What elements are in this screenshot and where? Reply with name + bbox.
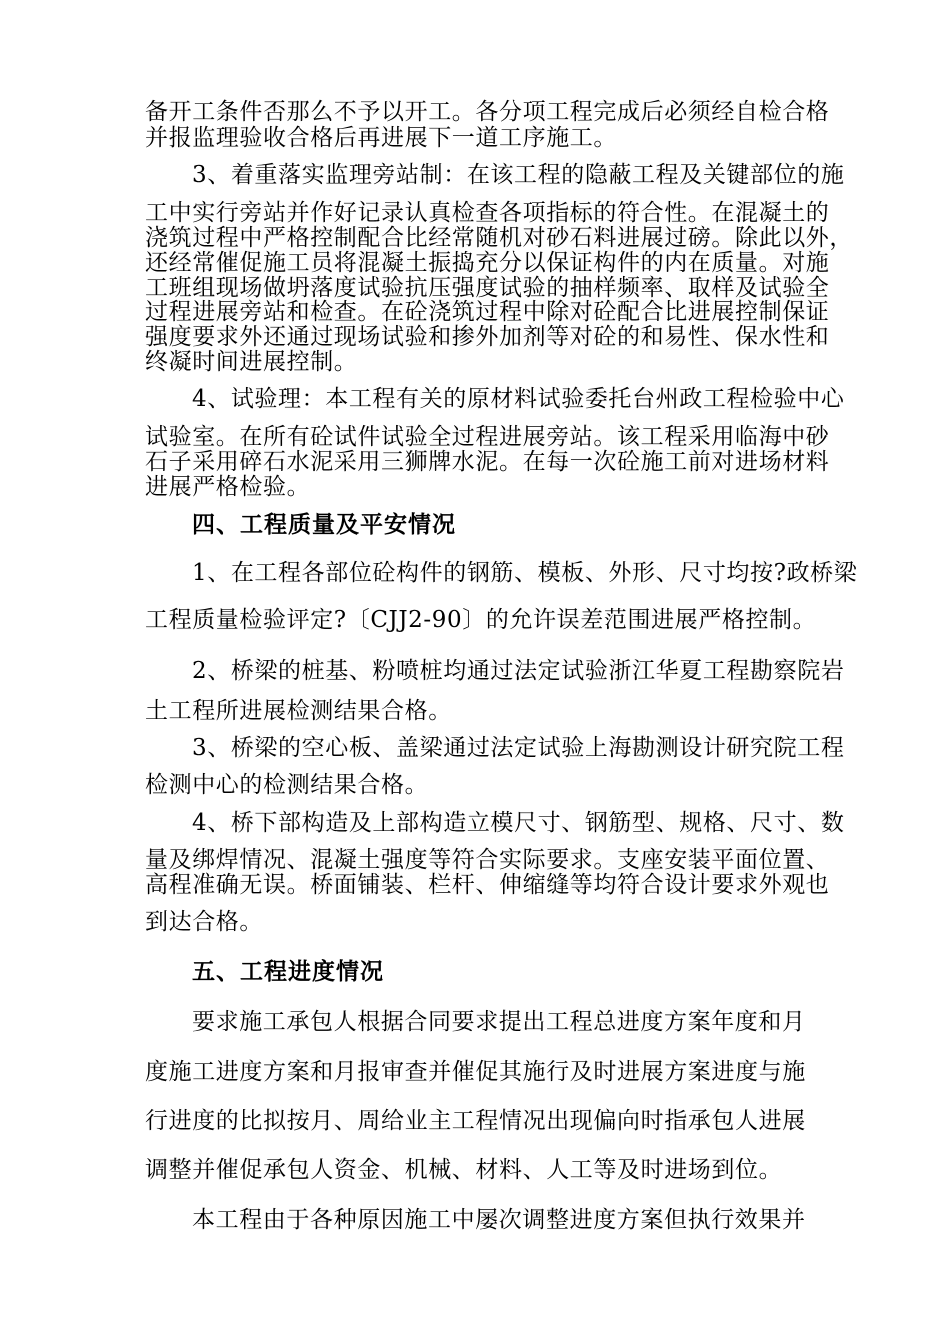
paragraph-line: 备开工条件否那么不予以开工。各分项工程完成后必须经自检合格 xyxy=(145,99,830,125)
paragraph-line: 4、桥下部构造及上部构造立模尺寸、钢筋型、规格、尺寸、数 xyxy=(192,810,845,836)
section-heading: 四、工程质量及平安情况 xyxy=(192,512,456,538)
paragraph-line: 度施工进度方案和月报审查并催促其施行及时进展方案进度与施 xyxy=(145,1059,806,1085)
paragraph-line: 3、桥梁的空心板、盖梁通过法定试验上海勘测设计研究院工程 xyxy=(192,735,845,761)
paragraph-line: 检测中心的检测结果合格。 xyxy=(145,772,429,798)
paragraph-line: 过程进展旁站和检查。在砼浇筑过程中除对砼配合比进展控制保证 xyxy=(145,299,830,325)
paragraph-line: 高程准确无误。桥面铺装、栏杆、伸缩缝等均符合设计要求外观也 xyxy=(145,872,830,898)
paragraph-line: 工程质量检验评定?〔CJJ2-90〕的允许误差范围进展严格控制。 xyxy=(145,607,817,633)
paragraph-line: 终凝时间进展控制。 xyxy=(145,349,358,375)
paragraph-line: 并报监理验收合格后再进展下一道工序施工。 xyxy=(145,125,617,151)
paragraph-line: 本工程由于各种原因施工中屡次调整进度方案但执行效果并 xyxy=(192,1207,806,1233)
paragraph-line: 工中实行旁站并作好记录认真检查各项指标的符合性。在混凝土的 xyxy=(145,200,830,226)
paragraph-line: 土工程所进展检测结果合格。 xyxy=(145,698,452,724)
paragraph-line: 4、试验理：本工程有关的原材料试验委托台州政工程检验中心 xyxy=(192,386,845,412)
paragraph-line: 要求施工承包人根据合同要求提出工程总进度方案年度和月 xyxy=(192,1009,806,1035)
paragraph-line: 石子采用碎石水泥采用三狮牌水泥。在每一次砼施工前对进场材料 xyxy=(145,449,830,475)
paragraph-line: 量及绑焊情况、混凝土强度等符合实际要求。支座安装平面位置、 xyxy=(145,847,830,873)
paragraph-line: 试验室。在所有砼试件试验全过程进展旁站。该工程采用临海中砂 xyxy=(145,424,830,450)
paragraph-line: 2、桥梁的桩基、粉喷桩均通过法定试验浙江华夏工程勘察院岩 xyxy=(192,658,845,684)
paragraph-line: 强度要求外还通过现场试验和掺外加剂等对砼的和易性、保水性和 xyxy=(145,324,830,350)
paragraph-line: 进展严格检验。 xyxy=(145,474,311,500)
paragraph-line: 行进度的比拟按月、周给业主工程情况出现偏向时指承包人进展 xyxy=(145,1108,806,1134)
paragraph-line: 3、着重落实监理旁站制：在该工程的隐蔽工程及关键部位的施 xyxy=(192,162,845,188)
section-heading: 五、工程进度情况 xyxy=(192,959,384,985)
paragraph-line: 1、在工程各部位砼构件的钢筋、模板、外形、尺寸均按?政桥梁 xyxy=(192,560,858,586)
paragraph-line: 还经常催促施工员将混凝土振捣充分以保证构件的内在质量。对施 xyxy=(145,250,830,276)
paragraph-line: 调整并催促承包人资金、机械、材料、人工等及时进场到位。 xyxy=(145,1157,783,1183)
paragraph-line: 工班组现场做坍落度试验抗压强度试验的抽样频率、取样及试验全 xyxy=(145,275,830,301)
paragraph-line: 到达合格。 xyxy=(145,909,263,935)
paragraph-line: 浇筑过程中严格控制配合比经常随机对砂石料进展过磅。除此以外， xyxy=(145,225,853,251)
